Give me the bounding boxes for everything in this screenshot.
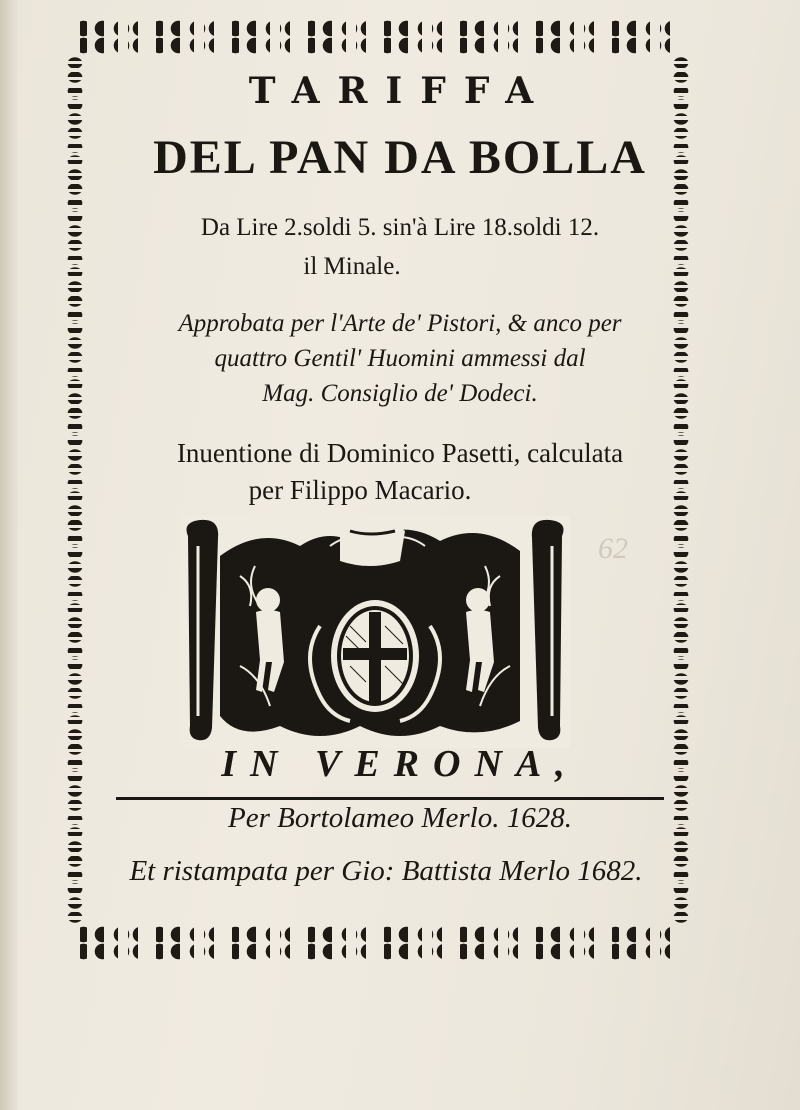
border-top-ornament bbox=[74, 20, 682, 54]
invention-line-2: per Filippo Macario. bbox=[248, 475, 472, 505]
shelf-mark: 62 bbox=[598, 532, 628, 565]
approval-line-2: quattro Gentil' Huomini ammessi dal bbox=[214, 345, 586, 372]
title-tariffa: TARIFFA bbox=[248, 70, 552, 112]
border-bottom-ornament bbox=[74, 926, 682, 960]
invention-line-1: Inuentione di Dominico Pasetti, calculata bbox=[176, 438, 624, 468]
imprint-city: IN VERONA, bbox=[221, 743, 579, 785]
approval-line-1: Approbata per l'Arte de' Pistori, & anco per bbox=[178, 310, 622, 337]
unit-line: il Minale. bbox=[303, 253, 401, 280]
imprint-rule bbox=[116, 797, 664, 800]
approval-line-3: Mag. Consiglio de' Dodeci. bbox=[262, 380, 538, 407]
printer-line-1: Per Bortolameo Merlo. 1628. bbox=[228, 802, 572, 834]
coat-of-arms-woodcut bbox=[180, 516, 570, 748]
price-range-line: Da Lire 2.soldi 5. sin'à Lire 18.soldi 12. bbox=[200, 214, 600, 241]
title-main: DEL PAN DA BOLLA bbox=[153, 131, 647, 184]
printer-line-2: Et ristampata per Gio: Battista Merlo 1682. bbox=[129, 855, 643, 887]
